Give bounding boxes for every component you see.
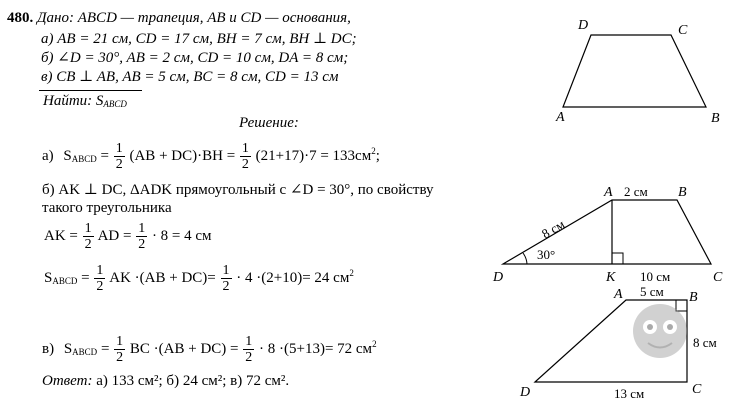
a-label: а) (42, 148, 54, 164)
ak-frac2-den: 2 (138, 237, 146, 253)
ak-frac1-num: 1 (84, 221, 92, 237)
a-frac2-den: 2 (241, 157, 249, 173)
c-frac2-den: 2 (245, 350, 253, 366)
fig2-label-kc: 10 см (640, 269, 671, 284)
fig1-label-C: C (678, 23, 688, 38)
solution-b-line2: такого треугольника (42, 200, 172, 216)
fig3-label-C: C (692, 382, 702, 397)
figure-3 (519, 284, 717, 401)
a-S-sub: ABCD (71, 154, 97, 164)
fig3-right-angle-mark (676, 300, 687, 311)
fig1-label-A: A (556, 110, 565, 125)
c-frac2-num: 1 (245, 334, 253, 350)
find-sub: ABCD (103, 99, 127, 109)
b-frac2-den: 2 (222, 279, 230, 295)
fig3-label-ab: 5 см (640, 284, 664, 299)
solution-title: Решение: (239, 115, 299, 131)
problem-number: 480. (7, 10, 34, 26)
ak-frac2-num: 1 (138, 221, 146, 237)
c-frac1-num: 1 (116, 334, 124, 350)
fig2-label-angle: 30° (537, 247, 556, 262)
a-frac2-num: 1 (241, 141, 249, 157)
c-S: S (63, 341, 73, 357)
b-frac1-num: 1 (96, 263, 104, 279)
fig2-label-A: A (604, 185, 613, 200)
answer-text: а) 133 см²; б) 24 см²; в) 72 см². (96, 373, 290, 389)
fig2-label-B: B (678, 185, 687, 200)
b-frac1-den: 2 (96, 279, 104, 295)
a-eq: = (100, 148, 109, 164)
fig3-label-dc: 13 см (614, 386, 645, 401)
b-eq: = (81, 270, 90, 286)
solution-b-line1: б) AK ⊥ DC, ΔADK прямоугольный с ∠D = 30°, по свойству (42, 182, 434, 198)
b-end: · 4 ·(2+10)= 24 см (236, 270, 350, 286)
a-semicolon: ; (375, 148, 380, 164)
find-S: S (95, 93, 104, 109)
fig2-label-K: K (606, 270, 616, 285)
fig3-label-A: A (614, 287, 623, 302)
find-label: Найти: (43, 93, 93, 109)
watermark-head (633, 304, 687, 358)
fig1-trapezoid (563, 35, 706, 107)
c-frac1-den: 2 (116, 350, 124, 366)
fig3-label-bc: 8 см (693, 335, 717, 350)
fig3-label-B: B (689, 290, 698, 305)
fig2-angle-arc (523, 253, 527, 264)
c-mid: BC ·(AB + DC) = (129, 341, 239, 357)
answer-label: Ответ: (42, 373, 93, 389)
c-S-sub: ABCD (72, 347, 98, 357)
fig2-label-C: C (713, 270, 723, 285)
watermark-pupil-left (647, 324, 653, 330)
given-label: Дано: (37, 10, 74, 26)
a-end: (21+17)·7 = 133см (255, 148, 372, 164)
fig2-trapezoid (503, 200, 711, 264)
fig2-label-ad: 8 см (539, 216, 568, 242)
given-line-c: в) CB ⊥ AB, AB = 5 см, BC = 8 см, CD = 13 см (41, 69, 339, 85)
figure-1 (555, 18, 720, 126)
b-frac2-num: 1 (222, 263, 230, 279)
fig2-label-D: D (493, 270, 504, 285)
c-label: в) (42, 341, 55, 357)
a-frac1-num: 1 (115, 141, 123, 157)
watermark-pupil-right (667, 324, 673, 330)
given-line-a: а) AB = 21 см, CD = 17 см, BH = 7 см, BH ⊥ DC; (41, 31, 357, 47)
figure-2 (492, 184, 723, 285)
c-end: · 8 ·(5+13)= 72 см (259, 341, 373, 357)
fig1-label-D: D (578, 18, 589, 33)
b-sq: 2 (349, 268, 354, 278)
c-eq: = (100, 341, 110, 357)
ak-mid: AD = (97, 228, 132, 244)
a-sq: 2 (371, 146, 376, 156)
b-S: S (44, 270, 53, 286)
a-S: S (63, 148, 72, 164)
fig2-right-angle-mark (612, 253, 623, 264)
b-S-sub: ABCD (52, 276, 78, 286)
given-text: ABCD — трапеция, AB и CD — основания, (77, 10, 351, 26)
c-sq: 2 (372, 339, 377, 349)
given-line-b: б) ∠D = 30°, AB = 2 см, CD = 10 см, DA = 8 см; (41, 50, 349, 66)
a-mid: (AB + DC)·BH = (129, 148, 236, 164)
fig2-label-ab: 2 см (624, 184, 648, 199)
ak-frac1-den: 2 (84, 237, 92, 253)
watermark-mascot (633, 304, 687, 358)
ak-start: AK = (44, 228, 78, 244)
fig3-label-D: D (520, 385, 531, 400)
fig1-label-B: B (711, 111, 720, 126)
a-frac1-den: 2 (115, 157, 123, 173)
b-mid: AK ·(AB + DC)= (109, 270, 216, 286)
ak-end: · 8 = 4 см (151, 228, 212, 244)
